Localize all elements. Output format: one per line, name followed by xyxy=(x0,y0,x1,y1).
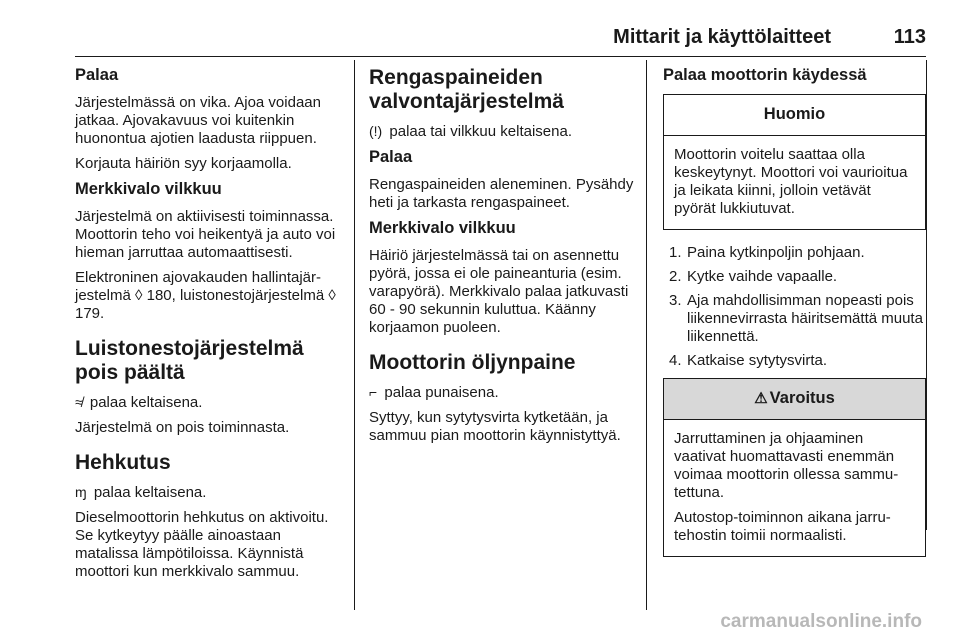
indicator-text: palaa punaisena. xyxy=(384,384,499,402)
oil-pressure-icon: ⌐ xyxy=(369,384,378,401)
list-item: 3. Aja mahdollisimman nopeasti pois liikennevirrasta häiritsemättä muuta liikennettä. xyxy=(669,291,923,345)
page-header xyxy=(0,26,926,56)
indicator-text: palaa tai vilkkuu keltaisena. xyxy=(389,123,572,141)
indicator-text: palaa keltaisena. xyxy=(93,484,207,502)
paragraph: Rengaspaineiden aleneminen. Pysähdy heti ja tarkasta rengaspaineet. xyxy=(369,176,634,212)
paragraph: Syttyy, kun sytytysvirta kytketään, ja sammuu pian moottorin käynnistyttyä. xyxy=(369,409,621,445)
header-divider xyxy=(75,56,926,57)
paragraph: Dieselmoottorin hehkutus on aktivoitu. Se kytkeytyy päälle ainoastaan matalissa lämpötiloissa. Käynnistä moottori kun merkkivalo sammuu. xyxy=(75,509,329,581)
heading-palaa-moottorin-kaydessa: Palaa moottorin käydessä xyxy=(663,66,867,84)
heading-merkkivalo-vilkkuu: Merkkivalo vilkkuu xyxy=(369,219,516,238)
warning-triangle-icon: ⚠ xyxy=(754,389,768,407)
indicator-line xyxy=(369,383,641,402)
warning-title: ⚠ Varoitus xyxy=(664,379,925,420)
indicator-line xyxy=(75,393,347,412)
paragraph: Elektroninen ajovakauden hallintajärjestelmä ◊ 180, luistonestojärjestelmä ◊ 179. xyxy=(75,268,336,322)
paragraph: Järjestelmässä on vika. Ajoa voidaan jatkaa. Ajovakavuus voi kuitenkin huonontua ajotien laadusta riippuen. xyxy=(75,93,321,147)
warning-text: Autostop-toiminnon aikana jarrutehostin toimii normaalisti. xyxy=(674,508,891,544)
traction-off-icon: ≉ xyxy=(75,393,83,410)
column-divider xyxy=(926,60,927,530)
glow-plug-icon: ɱ xyxy=(75,484,87,501)
tire-pressure-icon: (!) xyxy=(369,123,383,140)
list-item: 4. Katkaise sytytysvirta. xyxy=(669,351,828,369)
column-divider xyxy=(646,60,647,610)
notice-box xyxy=(663,94,926,230)
warning-text: Jarruttaminen ja ohjaaminen vaativat huomattavasti enemmän voimaa moottorin ollessa sammutettuna. xyxy=(674,429,899,501)
warning-box xyxy=(663,378,926,557)
heading-palaa: Palaa xyxy=(369,148,413,167)
heading-rengaspaine: Rengaspaineiden valvontajärjestelmä xyxy=(369,66,564,114)
list-item: 1. Paina kytkinpoljin pohjaan. xyxy=(669,243,865,261)
indicator-line xyxy=(369,122,641,141)
heading-oljynpaine: Moottorin öljynpaine xyxy=(369,350,576,374)
paragraph: Järjestelmä on aktiivisesti toiminnassa. Moottorin teho voi heikentyä ja auto voi hieman jarruttaa automaattisesti. xyxy=(75,207,336,261)
watermark: carmanualsonline.info xyxy=(720,611,922,632)
heading-hehkutus: Hehkutus xyxy=(75,450,171,474)
notice-text: Moottorin voitelu saattaa olla keskeytynyt. Moottori voi vaurioitua ja leikata kiinni, jolloin vetävät pyörät lukkiutuvat. xyxy=(674,145,908,217)
heading-palaa: Palaa xyxy=(75,66,119,84)
section-title: Mittarit ja käyttölaitteet xyxy=(613,26,831,48)
heading-merkkivalo-vilkkuu: Merkkivalo vilkkuu xyxy=(75,179,222,198)
column-2 xyxy=(369,60,641,452)
column-1 xyxy=(75,60,347,588)
column-3 xyxy=(663,60,926,571)
steps-list xyxy=(663,244,926,370)
paragraph: Järjestelmä on pois toiminnasta. xyxy=(75,418,290,436)
list-item: 2. Kytke vaihde vapaalle. xyxy=(669,267,838,285)
column-divider xyxy=(354,60,355,610)
heading-luistonesto: Luistonestojärjestelmä pois päältä xyxy=(75,336,304,384)
paragraph: Korjauta häiriön syy korjaamolla. xyxy=(75,154,292,172)
page-number: 113 xyxy=(893,26,926,48)
indicator-text: palaa keltaisena. xyxy=(89,393,203,411)
paragraph: Häiriö järjestelmässä tai on asennettu pyörä, jossa ei ole paineanturia (esim. varapyörä). Merkkivalo palaa jatkuvasti 60 - 90 sekunnin kuluttua. Käänny korjaamon puoleen. xyxy=(369,246,629,336)
notice-title: Huomio xyxy=(664,95,925,136)
indicator-line xyxy=(75,483,347,502)
